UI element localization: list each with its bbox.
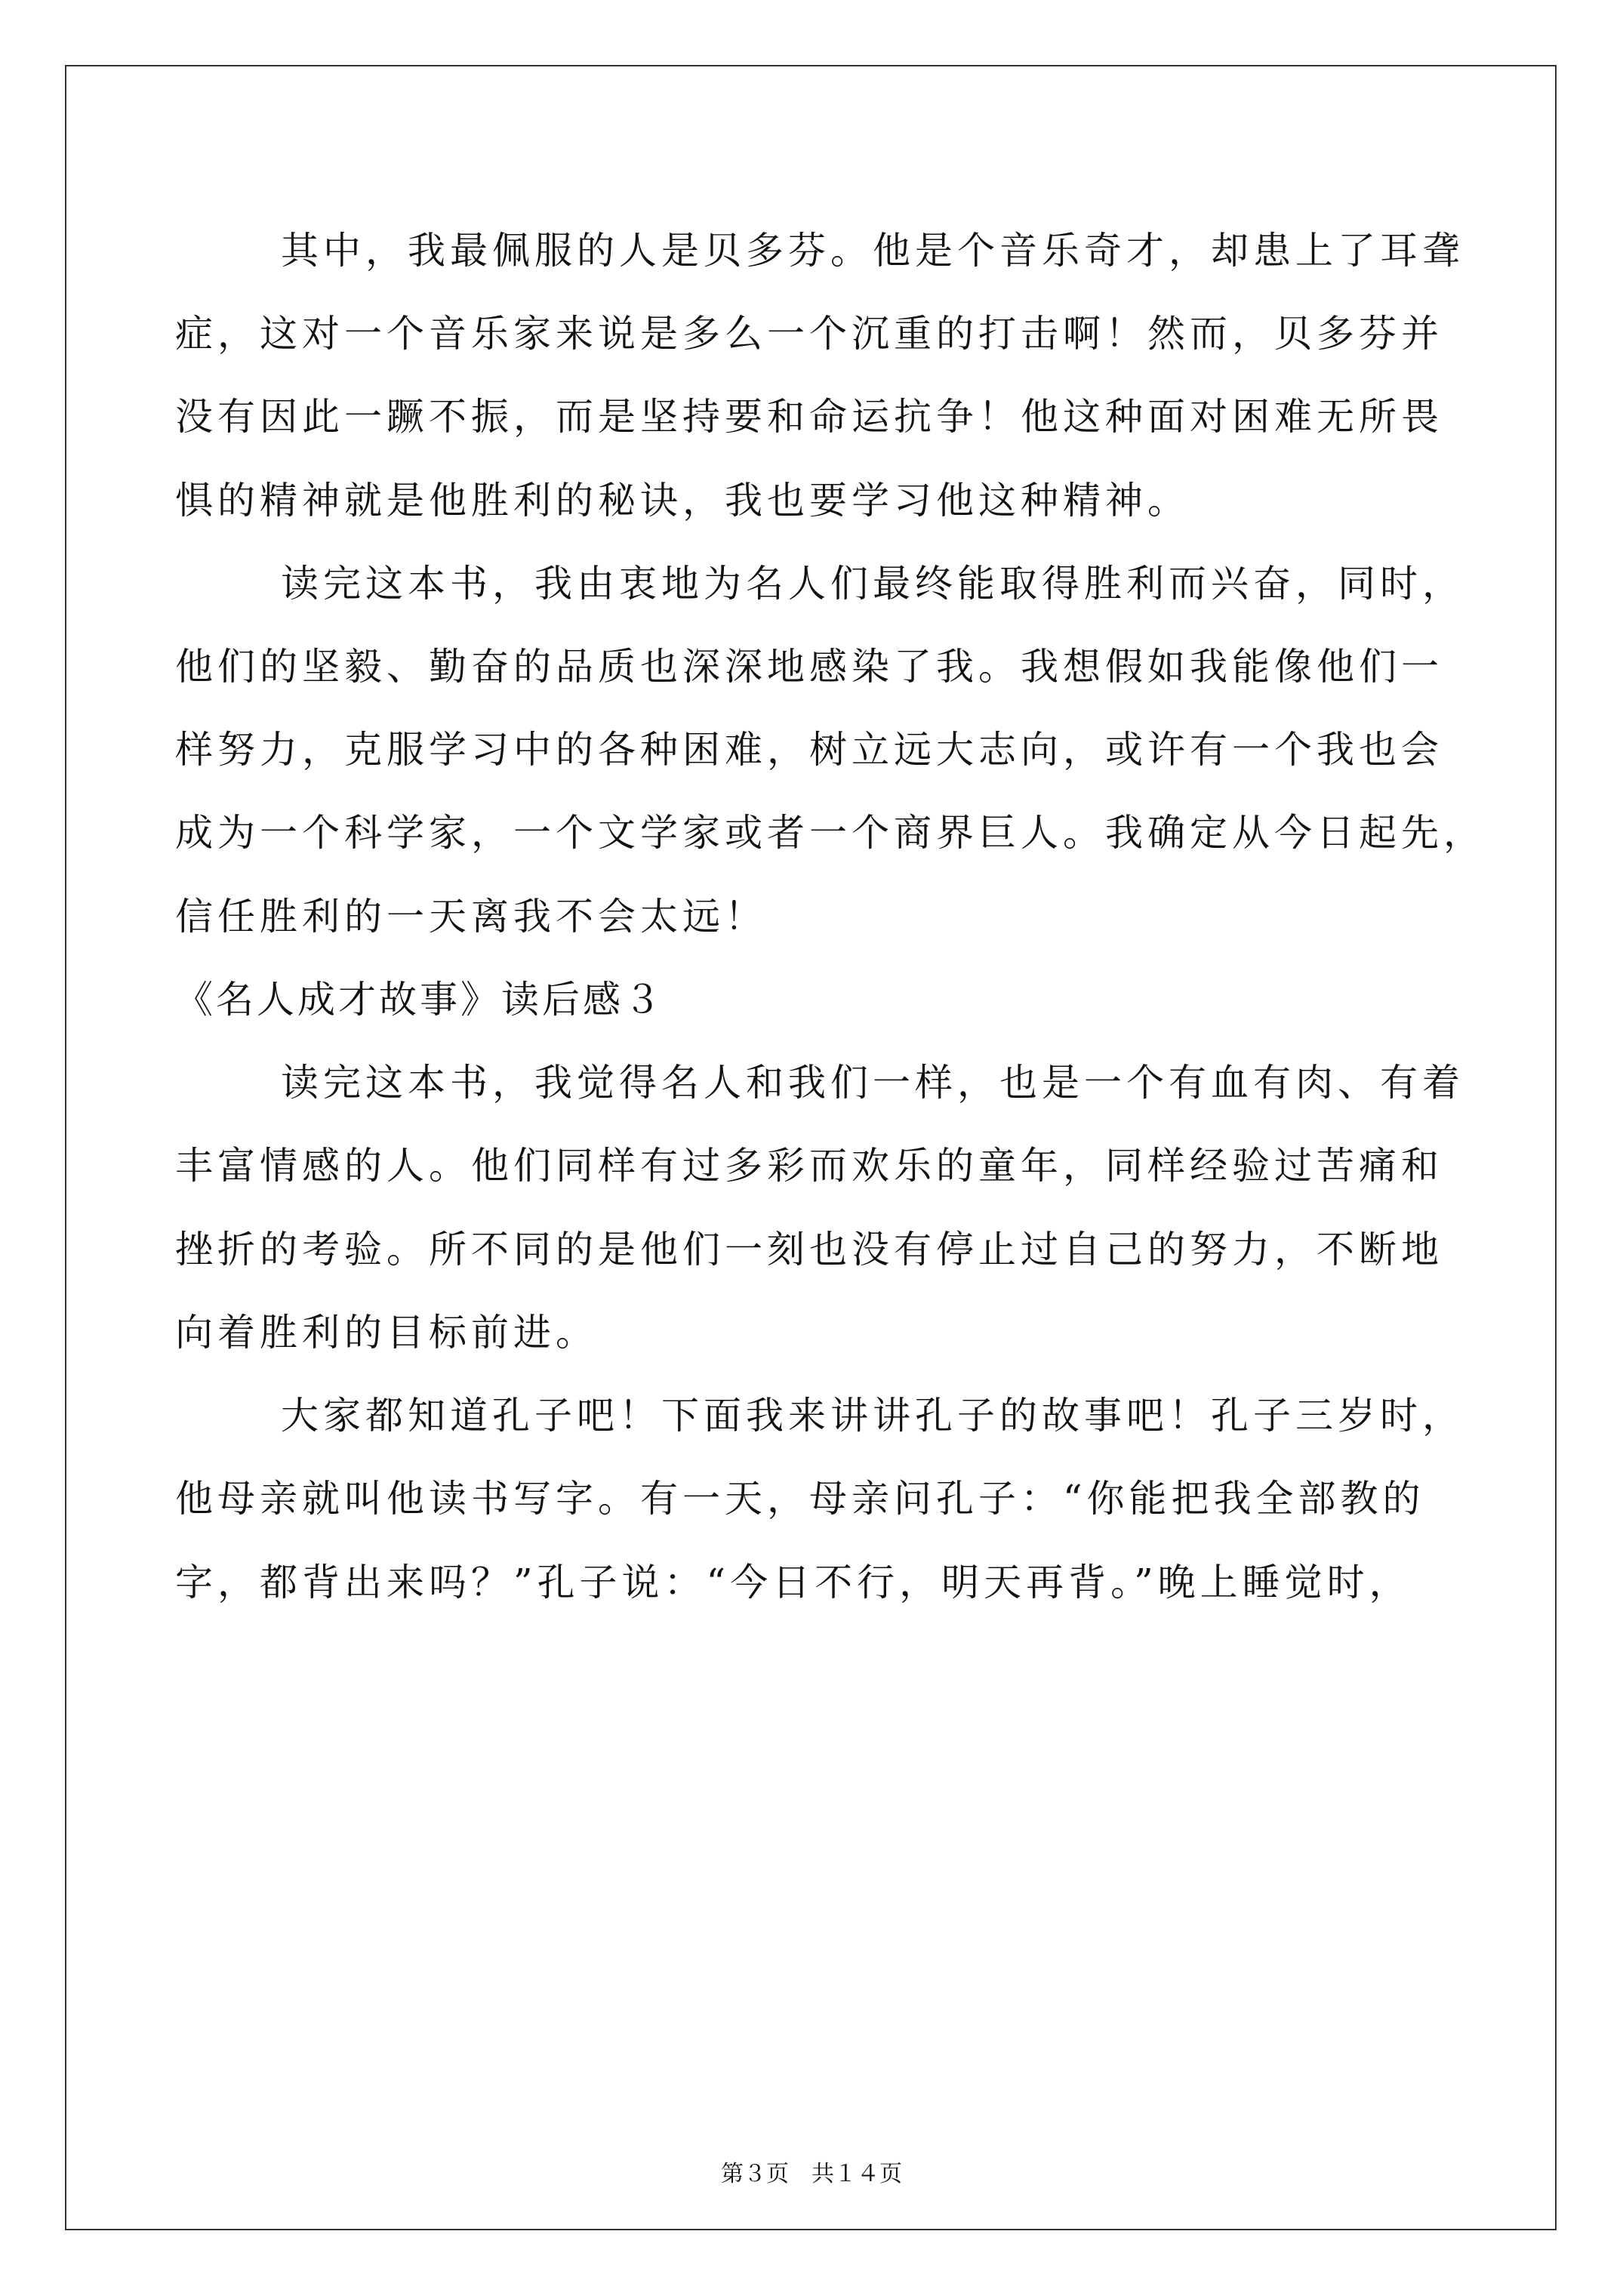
paragraph-line: 挫折的考验。所不同的是他们一刻也没有停止过自己的努力，不断地 [175, 1228, 1443, 1271]
paragraph-line: 没有因此一蹶不振，而是坚持要和命运抗争！他这种面对困难无所畏 [175, 395, 1443, 439]
paragraph-line: 信任胜利的一天离我不会太远！ [175, 895, 767, 938]
paragraph-line: 他母亲就叫他读书写字。有一天，母亲问孔子：“你能把我全部教的 [175, 1477, 1425, 1521]
paragraph-line: 他们的坚毅、勤奋的品质也深深地感染了我。我想假如我能像他们一 [175, 645, 1443, 689]
paragraph-line: 丰富情感的人。他们同样有过多彩而欢乐的童年，同样经验过苦痛和 [175, 1144, 1443, 1188]
paragraph-line: 样努力，克服学习中的各种困难，树立远大志向，或许有一个我也会 [175, 728, 1443, 772]
paragraph-line: 惧的精神就是他胜利的秘诀，我也要学习他这种精神。 [175, 479, 1190, 522]
paragraph-line: 成为一个科学家，一个文学家或者一个商界巨人。我确定从今日起先， [175, 811, 1486, 855]
paragraph-line: 大家都知道孔子吧！下面我来讲讲孔子的故事吧！孔子三岁时， [281, 1394, 1464, 1438]
paragraph-line: 向着胜利的目标前进。 [175, 1311, 598, 1354]
paragraph-line: 读完这本书，我觉得名人和我们一样，也是一个有血有肉、有着 [281, 1061, 1464, 1105]
section-heading: 《名人成才故事》读后感３ [175, 978, 664, 1022]
page-number-footer: 第３页 共１４页 [721, 2161, 902, 2187]
paragraph-line: 读完这本书，我由衷地为名人们最终能取得胜利而兴奋，同时， [281, 562, 1464, 606]
paragraph-line: 症，这对一个音乐家来说是多么一个沉重的打击啊！然而，贝多芬并 [175, 312, 1443, 356]
paragraph-line: 字，都背出来吗？”孔子说：“今日不行，明天再背。”晚上睡觉时， [175, 1561, 1412, 1604]
paragraph-line: 其中，我最佩服的人是贝多芬。他是个音乐奇才，却患上了耳聋 [281, 229, 1464, 273]
